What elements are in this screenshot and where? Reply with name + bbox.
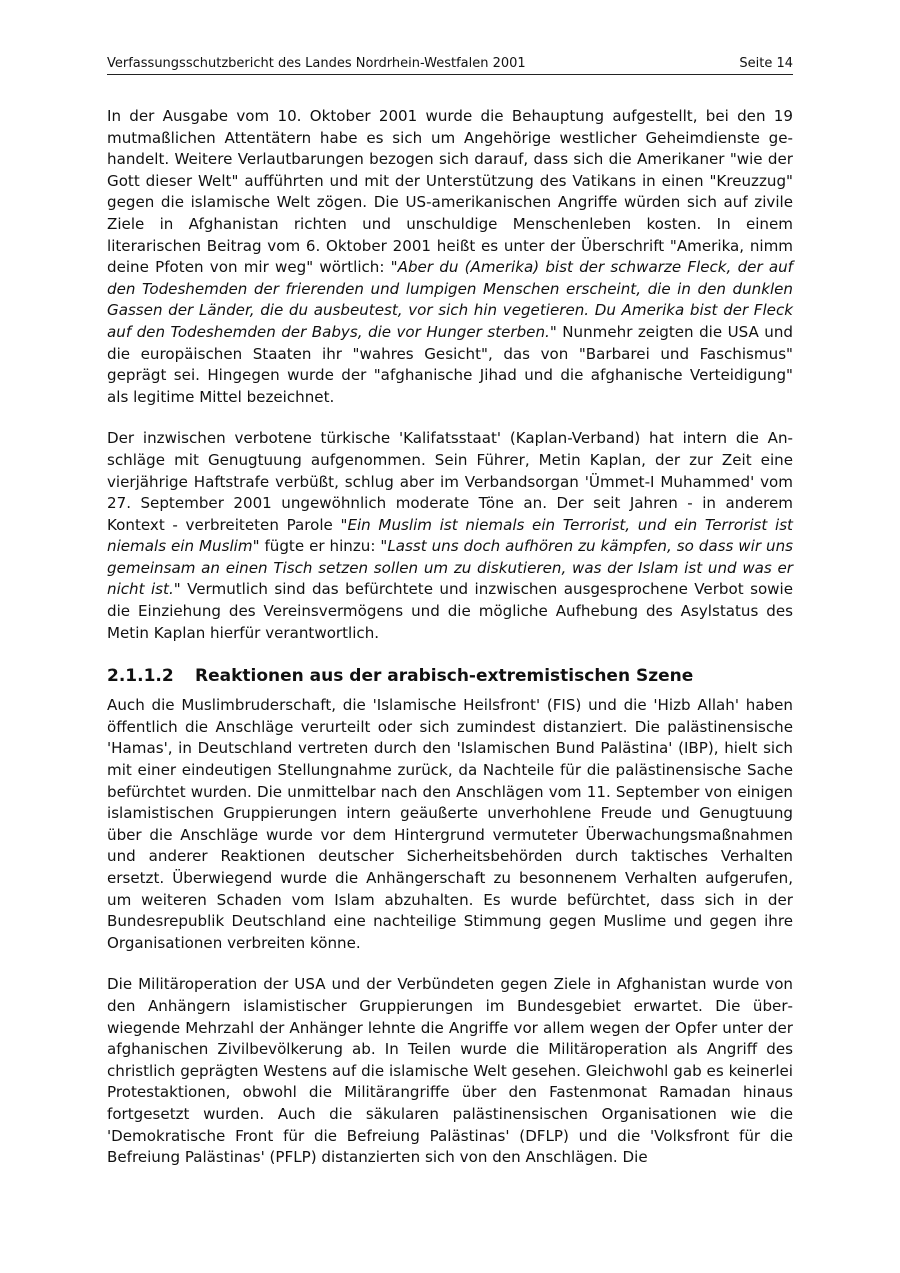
p1-text-b: " Nunmehr zeigten die USA und die europäischen Staaten ihr "wahres Gesicht", das von "Barbarei und Faschismus" geprägt sei. Hingegen wurde der "afghanische Jihad und die afghanische Verteidigung" als legitime Mittel bezeichnet. [107,322,793,406]
p2-text-b: " fügte er hinzu: " [252,537,388,556]
p2-quote-2: Lasst uns doch aufhören zu kämpfen, so dass wir uns gemeinsam an einen Tisch setzen sollen um zu diskutieren, was der Islam ist und was er nicht ist. [107,537,793,599]
section-heading [107,664,793,688]
p2-quote-1: Ein Muslim ist niemals ein Terrorist, und ein Terrorist ist niemals ein Muslim [107,515,793,556]
p1-quote: Aber du (Amerika) bist der schwarze Fleck, der auf den Todeshemden der frierenden und lumpigen Menschen erscheint, die in den dunklen Gassen der Länder, die du ausbeutest, vor sich hin vegetieren. Du Amerika bist der Fleck auf den Todeshemden der Babys, die vor Hunger sterben. [107,258,793,341]
p2-text-a: Der inzwischen verbotene türkische 'Kalifatsstaat' (Kaplan-Verband) hat intern die Anschläge mit Genugtuung aufgenommen. Sein Führer, Metin Kaplan, der zur Zeit eine vierjährige Haftstrafe verbüßt, schlug aber im Verbandsorgan 'Ümmet-I Muhammed' vom 27. September 2001 ungewöhnlich moderate Töne an. Der seit Jahren - in anderem Kontext - verbreiteten Parole " [107,429,793,534]
section-number: 2.1.1.2 [107,666,174,687]
section-title: Reaktionen aus der arabisch-extremistischen Szene [195,666,694,687]
header-title: Verfassungsschutzbericht des Landes Nordrhein-Westfalen 2001 [107,56,526,71]
paragraph-3: Auch die Muslimbruderschaft, die 'Islamische Heilsfront' (FIS) und die 'Hizb Allah' haben öffentlich die Anschläge verurteilt oder sich zumindest distanziert. Die palästinensische 'Hamas', in Deutschland vertreten durch den 'Islamischen Bund Palästina' (IBP), hielt sich mit einer eindeutigen Stellungnahme zurück, da Nachteile für die palästinensische Sache befürchtet wurden. Die unmittelbar nach den Anschlägen vom 11. September von einigen islamistischen Gruppierungen intern geäußerte unverhohlene Freude und Genugtuung über die Anschläge wurde vor dem Hintergrund vermuteter Überwachungsmaßnahmen und anderer Reaktionen deutscher Sicherheitsbehörden durch taktisches Verhalten ersetzt. Überwiegend wurde die Anhängerschaft zu besonnenem Verhalten aufgerufen, um weiteren Schaden vom Islam abzuhalten. Es wurde befürchtet, dass sich in der Bundesrepublik Deutschland eine nachteilige Stimmung gegen Muslime und gegen ihre Organisationen verbreiten könne. [107,696,793,952]
paragraph-2 [107,428,793,644]
paragraph-4: Die Militäroperation der USA und der Verbündeten gegen Ziele in Afghanistan wurde von den Anhängern islamistischer Gruppierungen im Bundesgebiet erwartet. Die überwiegende Mehrzahl der Anhänger lehnte die Angriffe vor allem wegen der Opfer unter der afghanischen Zivilbevölkerung ab. In Teilen wurde die Militäroperation als Angriff des christlich geprägten Westens auf die islamische Welt gesehen. Gleichwohl gab es keinerlei Protestaktionen, obwohl die Militärangriffe über den Fastenmonat Ramadan hinaus fortgesetzt wurden. Auch die säkularen palästinensischen Organisationen wie die 'Demokratische Front für die Befreiung Palästinas' (DFLP) und die 'Volksfront für die Befreiung Palästinas' (PFLP) distanzierten sich von den Anschlägen. Die [107,975,793,1167]
page-number: Seite 14 [739,56,793,71]
p1-text-a: In der Ausgabe vom 10. Oktober 2001 wurde die Behauptung aufgestellt, bei den 19 mutmaßlichen Attentätern habe es sich um Angehörige westlicher Geheimdienste gehandelt. Weitere Verlautbarungen bezogen sich darauf, dass sich die Amerikaner "wie der Gott dieser Welt" aufführten und mit der Unterstützung des Vatikans in einen "Kreuzzug" gegen die islamische Welt zögen. Die US-amerikanischen Angriffe würden sich auf zivile Ziele in Afghanistan richten und unschuldige Menschenleben kosten. In einem literarischen Beitrag vom 6. Oktober 2001 heißt es unter der Überschrift "Amerika, nimm deine Pfoten von mir weg" wörtlich: " [107,107,793,277]
paragraph-1 [107,106,793,408]
page-header [107,54,793,75]
p2-text-c: " Vermutlich sind das befürchtete und inzwischen ausgesprochene Verbot sowie die Einziehung des Vereinsvermögens und die mögliche Aufhebung des Asylstatus des Metin Kaplan hierfür verantwortlich. [107,580,794,642]
body-text [107,106,793,1169]
